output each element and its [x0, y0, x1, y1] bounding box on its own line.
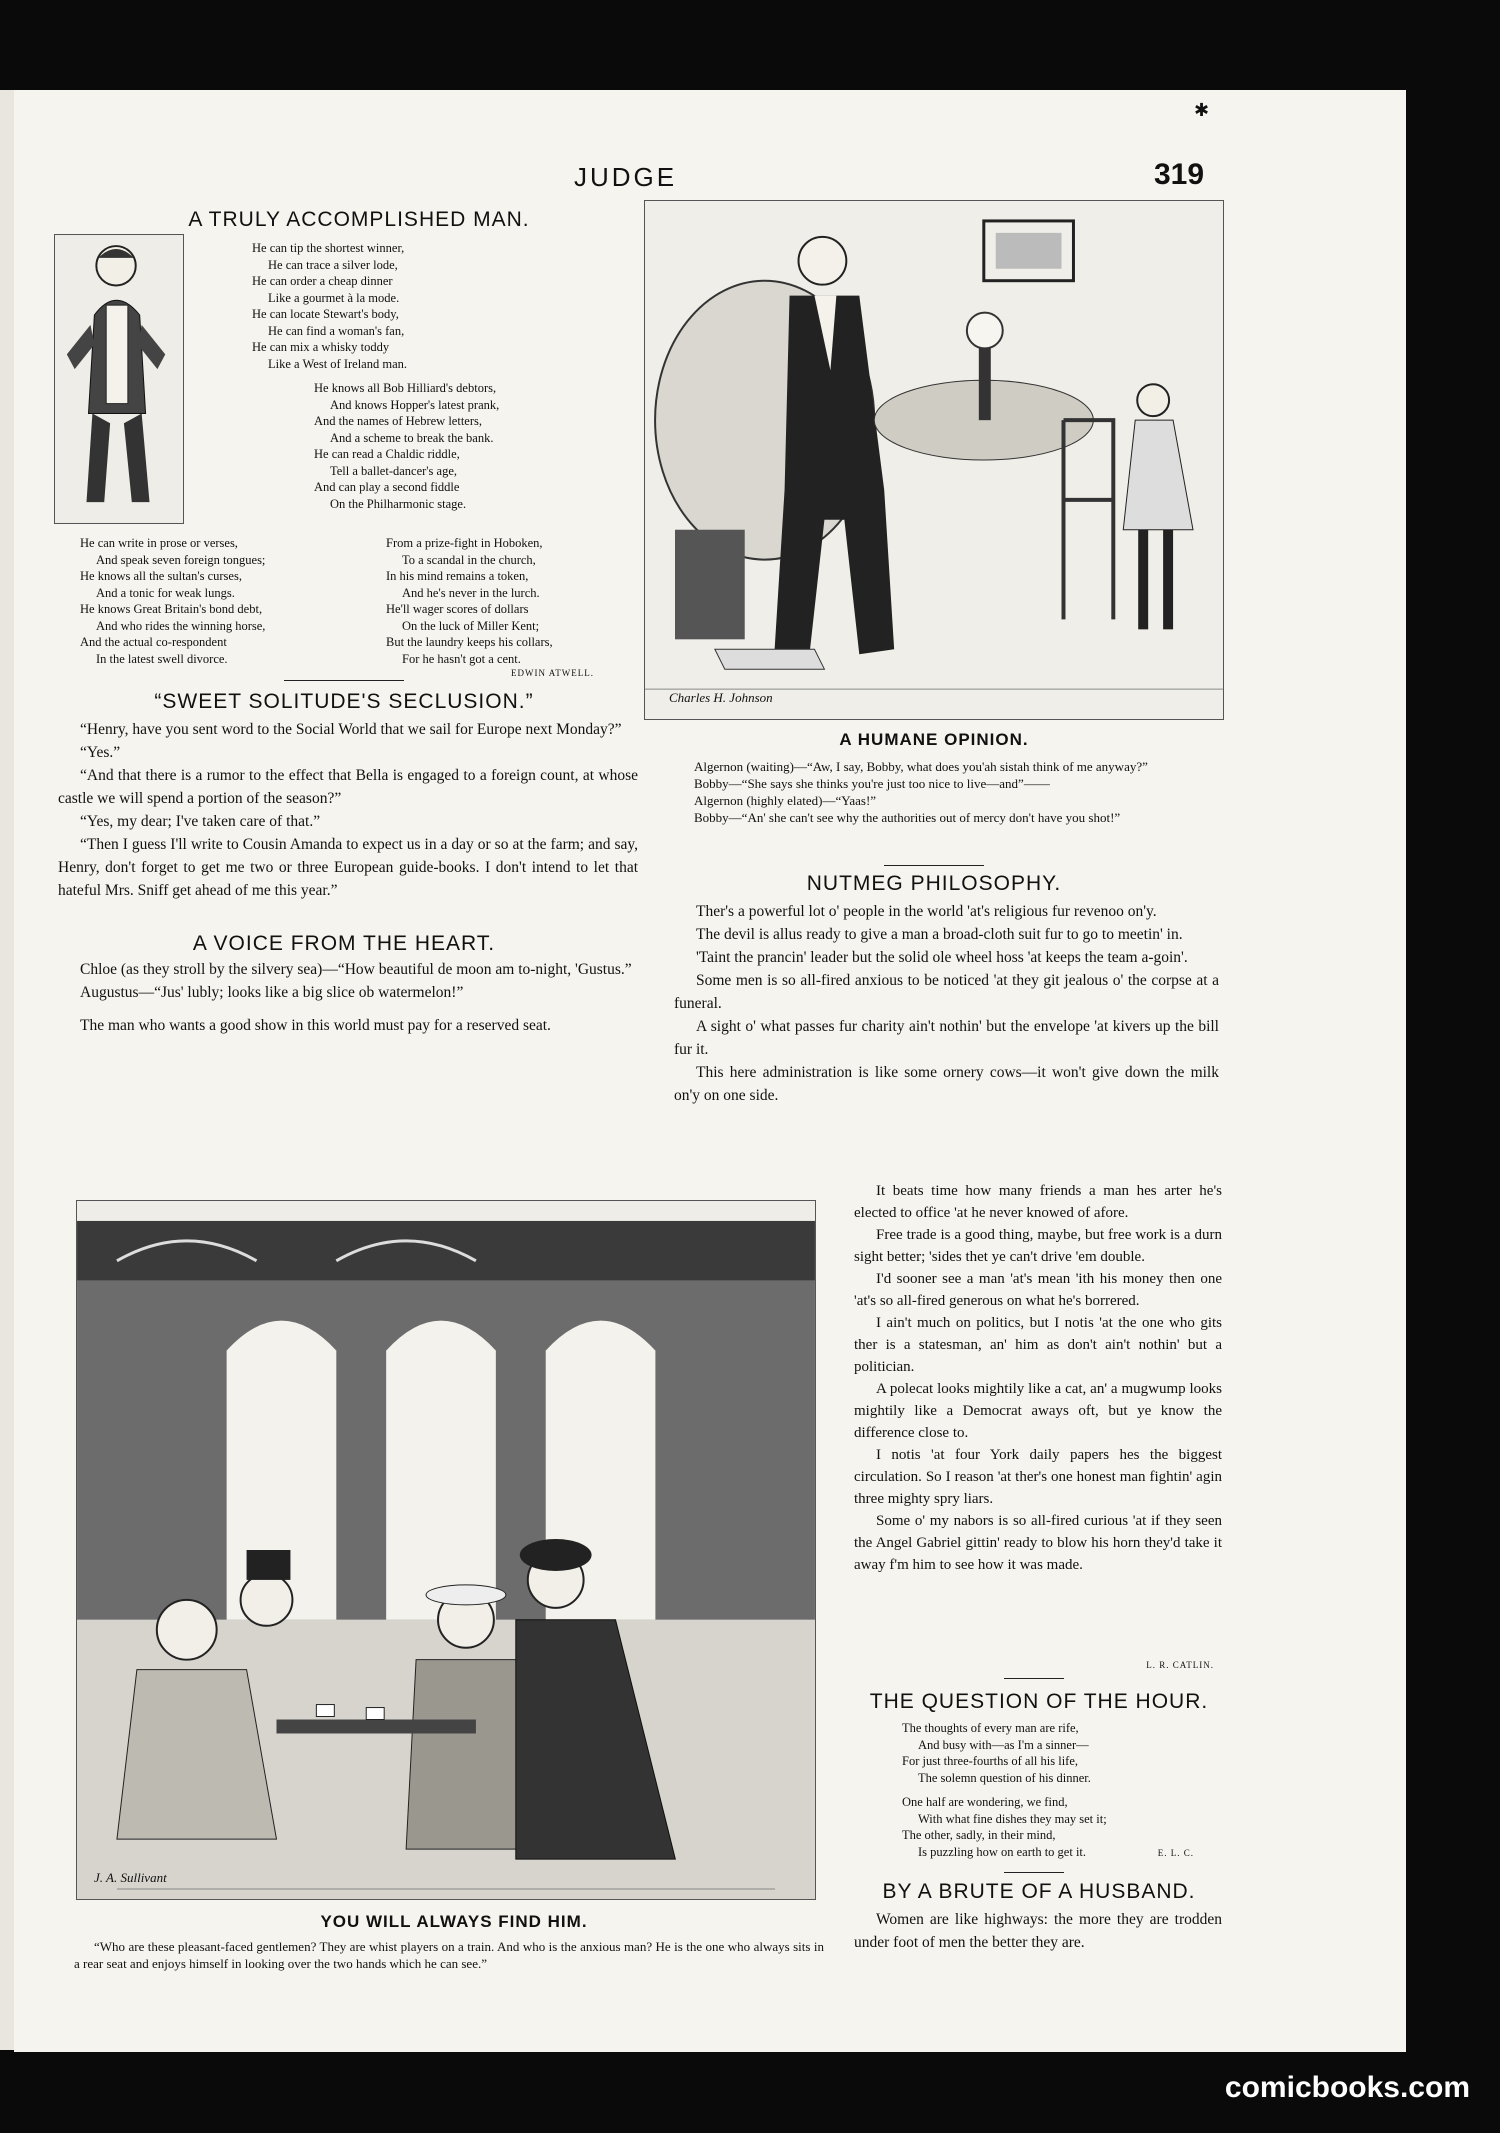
- verse-line: One half are wondering, we find,: [902, 1795, 1068, 1809]
- brute-title: BY A BRUTE OF A HUSBAND.: [882, 1880, 1196, 1903]
- solitude-text: [58, 718, 638, 902]
- verse-line: With what fine dishes they may set it;: [918, 1811, 1107, 1826]
- divider: [1004, 1678, 1064, 1679]
- dialogue-line: Bobby—“She says she thinks you're just too nice to live—and”——: [694, 776, 1050, 791]
- verse-line: The solemn question of his dinner.: [918, 1770, 1091, 1785]
- humane-dialogue: [674, 758, 1214, 826]
- train-car-drawing: [77, 1201, 815, 1899]
- verse-line: For he hasn't got a cent.: [402, 651, 521, 666]
- verse-line: He knows all the sultan's curses,: [80, 569, 242, 583]
- paragraph: I notis 'at four York daily papers hes the biggest circulation. So I reason 'at ther's one honest man fightin' agin three mighty spry liars.: [854, 1447, 1222, 1507]
- nutmeg-text-wide: [674, 900, 1219, 1107]
- verse-line: And who rides the winning horse,: [96, 618, 266, 633]
- train-title: YOU WILL ALWAYS FIND HIM.: [320, 1912, 588, 1931]
- nutmeg-title: NUTMEG PHILOSOPHY.: [806, 872, 1062, 895]
- verse-line: He knows all Bob Hilliard's debtors,: [314, 381, 497, 395]
- humane-title: A HUMANE OPINION.: [839, 730, 1029, 749]
- verse-line: He can read a Chaldic riddle,: [314, 447, 460, 461]
- question-author: E. L. C.: [1157, 1848, 1194, 1858]
- paragraph: I ain't much on politics, but I notis 'at the one who gits ther is a statesman, an' him as don't ain't nothin' but a politician.: [854, 1315, 1222, 1375]
- accomplished-author: EDWIN ATWELL.: [511, 668, 594, 678]
- verse-line: He can mix a whisky toddy: [252, 340, 390, 354]
- left-page-edge: [0, 90, 14, 2050]
- paragraph: The devil is allus ready to give a man a broad-cloth suit fur to go to meetin' in.: [696, 926, 1183, 943]
- running-title: JUDGE: [574, 162, 678, 192]
- paragraph: This here administration is like some ornery cows—it won't give down the milk on'y on one side.: [674, 1064, 1219, 1104]
- accomplished-stanza-4: [386, 535, 636, 667]
- verse-line: Like a West of Ireland man.: [268, 356, 407, 371]
- verse-line: For just three-fourths of all his life,: [902, 1754, 1079, 1768]
- paragraph: “Then I guess I'll write to Cousin Amanda to expect us in a day or so at the farm; and say, Henry, don't forget to get me two or three European guide-books. I don't intend to let that hateful Mrs. Sniff get ahead of me this year.”: [58, 836, 638, 899]
- dialogue-line: Bobby—“An' she can't see why the authorities out of mercy don't have you shot!”: [694, 810, 1121, 825]
- verse-line: And knows Hopper's latest prank,: [330, 397, 500, 412]
- accomplished-stanza-1: [252, 240, 502, 372]
- paragraph: It beats time how many friends a man hes arter he's elected to office 'at he never knowed of afore.: [854, 1183, 1222, 1221]
- solitude-title: “SWEET SOLITUDE'S SECLUSION.”: [154, 690, 534, 713]
- paragraph: Women are like highways: the more they are trodden under foot of men the better they are.: [854, 1911, 1222, 1951]
- page-number: 319: [1154, 158, 1205, 191]
- verse-line: To a scandal in the church,: [402, 552, 536, 567]
- verse-line: The thoughts of every man are rife,: [902, 1721, 1079, 1735]
- accomplished-title: A TRULY ACCOMPLISHED MAN.: [188, 208, 530, 231]
- verse-line: He can trace a silver lode,: [268, 257, 398, 272]
- paragraph: “Henry, have you sent word to the Social World that we sail for Europe next Monday?”: [80, 721, 622, 738]
- dialogue-line: Algernon (highly elated)—“Yaas!”: [694, 793, 877, 808]
- divider: [1004, 1872, 1064, 1873]
- humane-opinion-illustration: [644, 200, 1224, 720]
- parlor-scene-drawing: [645, 201, 1223, 719]
- paragraph: Free trade is a good thing, maybe, but free work is a durn sight better; 'sides thet ye can't drive 'em double.: [854, 1227, 1222, 1265]
- paragraph: The man who wants a good show in this world must pay for a reserved seat.: [80, 1017, 551, 1034]
- paragraph: I'd sooner see a man 'at's mean 'ith his money then one 'at's so all-fired generous on what he's borrered.: [854, 1271, 1222, 1309]
- magazine-page: [14, 90, 1406, 2052]
- verse-line: He can tip the shortest winner,: [252, 241, 405, 255]
- watermark: comicbooks.com: [1224, 2071, 1470, 2104]
- verse-line: On the luck of Miller Kent;: [402, 618, 540, 633]
- voice-title: A VOICE FROM THE HEART.: [192, 932, 496, 955]
- paragraph: “Yes, my dear; I've taken care of that.”: [80, 813, 321, 830]
- verse-line: Is puzzling how on earth to get it.: [918, 1844, 1087, 1859]
- paragraph: Augustus—“Jus' lubly; looks like a big slice ob watermelon!”: [80, 984, 464, 1001]
- stout-man-illustration: [54, 234, 184, 524]
- brute-text: [854, 1908, 1222, 1954]
- printer-mark-icon: ✱: [1194, 100, 1210, 120]
- dialogue-line: Algernon (waiting)—“Aw, I say, Bobby, what does you'ah sistah think of me anyway?”: [694, 759, 1148, 774]
- verse-line: Like a gourmet à la mode.: [268, 290, 400, 305]
- verse-line: He can locate Stewart's body,: [252, 307, 399, 321]
- verse-line: But the laundry keeps his collars,: [386, 635, 553, 649]
- divider: [284, 680, 404, 681]
- voice-text: [58, 958, 638, 1037]
- paragraph: Chloe (as they stroll by the silvery sea)—“How beautiful de moon am to-night, 'Gustus.”: [80, 961, 632, 978]
- verse-line: The other, sadly, in their mind,: [902, 1828, 1056, 1842]
- nutmeg-text-narrow: [854, 1180, 1222, 1576]
- train-artist-signature: J. A. Sullivant: [94, 1870, 167, 1885]
- accomplished-stanza-3: [80, 535, 330, 667]
- paragraph: “And that there is a rumor to the effect that Bella is engaged to a foreign count, at whose castle we will spend a portion of the season?”: [58, 767, 638, 807]
- verse-line: In the latest swell divorce.: [96, 651, 228, 666]
- verse-line: In his mind remains a token,: [386, 569, 529, 583]
- verse-line: And busy with—as I'm a sinner—: [918, 1737, 1089, 1752]
- paragraph: “Yes.”: [80, 744, 121, 761]
- verse-line: And can play a second fiddle: [314, 480, 460, 494]
- verse-line: Tell a ballet-dancer's age,: [330, 463, 458, 478]
- verse-line: And the actual co-respondent: [80, 635, 227, 649]
- paragraph: Some men is so all-fired anxious to be noticed 'at they git jealous o' the corpse at a funeral.: [674, 972, 1219, 1012]
- verse-line: And the names of Hebrew letters,: [314, 414, 482, 428]
- verse-line: On the Philharmonic stage.: [330, 496, 467, 511]
- verse-line: He knows Great Britain's bond debt,: [80, 602, 263, 616]
- verse-line: And speak seven foreign tongues;: [96, 552, 266, 567]
- question-stanza-1: [902, 1720, 1202, 1786]
- nutmeg-author: L. R. CATLIN.: [1146, 1660, 1214, 1670]
- verse-line: He can write in prose or verses,: [80, 536, 238, 550]
- verse-line: He can order a cheap dinner: [252, 274, 393, 288]
- verse-line: He'll wager scores of dollars: [386, 602, 529, 616]
- paragraph: Some o' my nabors is so all-fired curious 'at if they seen the Angel Gabriel gittin' ready to blow his horn they'd take it away f'm him to see how it was made.: [854, 1513, 1222, 1573]
- stout-man-drawing: [55, 235, 183, 523]
- accomplished-stanza-2: [314, 380, 574, 512]
- verse-line: From a prize-fight in Hoboken,: [386, 536, 543, 550]
- verse-line: And a scheme to break the bank.: [330, 430, 494, 445]
- paragraph: A polecat looks mightily like a cat, an' a mugwump looks mightily like a Democrat aways oft, but ye know the difference close to.: [854, 1381, 1222, 1441]
- question-title: THE QUESTION OF THE HOUR.: [869, 1690, 1209, 1713]
- paragraph: 'Taint the prancin' leader but the solid ole wheel hoss 'at keeps the team a-goin'.: [696, 949, 1188, 966]
- whist-players-illustration: [76, 1200, 816, 1900]
- paragraph: Ther's a powerful lot o' people in the world 'at's religious fur revenoo on'y.: [696, 903, 1157, 920]
- verse-line: And a tonic for weak lungs.: [96, 585, 235, 600]
- verse-line: He can find a woman's fan,: [268, 323, 405, 338]
- train-caption: “Who are these pleasant-faced gentlemen? They are whist players on a train. And who is the anxious man? He is the one who always sits in a rear seat and enjoys himself in looking over the two hands which he can see.”: [74, 1939, 824, 1971]
- paragraph: A sight o' what passes fur charity ain't nothin' but the envelope 'at kivers up the bill fur it.: [674, 1018, 1219, 1058]
- divider: [884, 865, 984, 866]
- humane-artist-signature: Charles H. Johnson: [669, 690, 773, 705]
- verse-line: And he's never in the lurch.: [402, 585, 540, 600]
